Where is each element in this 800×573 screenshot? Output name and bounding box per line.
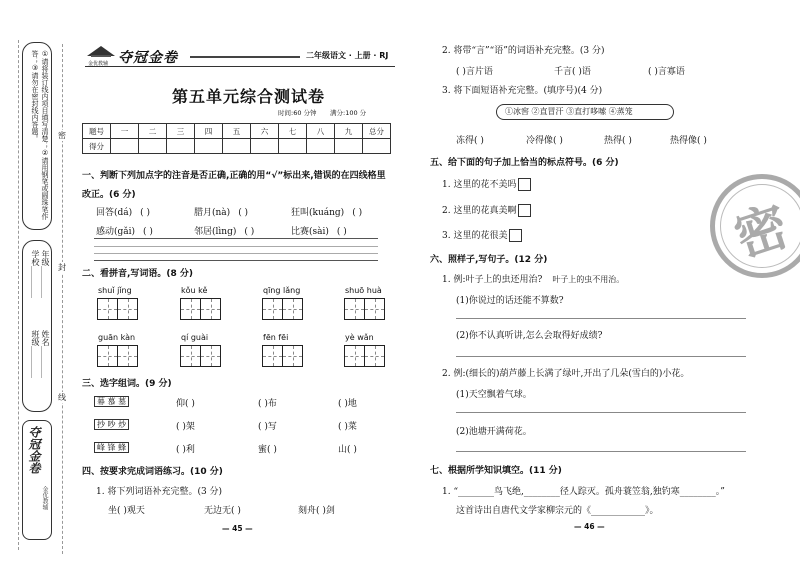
sec1-item: 狂叫(kuáng) ( ) (291, 208, 363, 218)
score-cell: 八 (307, 124, 335, 139)
page-number-left: — 45 — (222, 524, 253, 533)
score-cell: 一 (111, 124, 139, 139)
section-2-title: 二、看拼音,写词语。(8 分) (82, 269, 194, 279)
punct-box[interactable] (518, 178, 531, 191)
score-label: 满分:100 分 (330, 109, 367, 117)
sec1-item: 感动(gǎi) ( ) (96, 227, 153, 237)
stamp-text: 密 (727, 195, 796, 270)
phrase-blank[interactable]: 冻得( ) (456, 136, 484, 146)
sec4-q1: 1. 将下列词语补充完整。(3 分) (96, 487, 223, 497)
options-box (496, 104, 674, 120)
time-label: 时间:60 分钟 (278, 109, 317, 117)
idiom-blank[interactable]: 无边无( ) (204, 506, 241, 516)
binding-dash-line (18, 40, 21, 550)
score-cell: 二 (139, 124, 167, 139)
pinyin-label: shuō huà (345, 286, 382, 295)
seal-char-mi: 密 (58, 131, 66, 140)
score-cell: 三 (167, 124, 195, 139)
page-number-right: — 46 — (574, 522, 605, 531)
score-table (82, 123, 391, 154)
answer-line[interactable] (456, 412, 746, 413)
pinyin-label: shuǐ jǐng (98, 286, 132, 295)
writing-grid[interactable] (97, 345, 137, 367)
compose-blank[interactable]: ( )写 (258, 422, 277, 432)
punct-item: 1. 这里的花不美吗 (442, 177, 531, 191)
subject-label: 二年级语文 · 上册 · RJ (306, 51, 389, 60)
score-input[interactable] (195, 139, 223, 154)
sec6-q1: (1)你说过的话还能不算数? (456, 296, 564, 306)
writing-grid[interactable] (344, 345, 384, 367)
score-cell: 得分 (83, 139, 111, 154)
char-group: 抄 吵 炒 (94, 419, 129, 430)
score-table-header (83, 124, 391, 139)
score-input[interactable] (139, 139, 167, 154)
options-text: ①冰窖 ②直冒汗 ③直打哆嗦 ④蒸笼 (505, 107, 633, 116)
header-rule (190, 56, 300, 58)
pinyin-label: qí guài (181, 333, 209, 342)
writing-grid[interactable] (180, 298, 220, 320)
sec1-item: 回答(dá) ( ) (96, 208, 151, 218)
grade-label: 年级＿＿＿＿ (41, 250, 50, 298)
phrase-blank[interactable]: 冷得像( ) (526, 136, 563, 146)
writing-grid[interactable] (262, 298, 302, 320)
section-3-title: 三、选字组词。(9 分) (82, 379, 172, 389)
pinyin-label: qīng lǎng (263, 286, 301, 295)
sec6-example1: 1. 例:叶子上的虫还用治? 叶子上的虫不用治。 (442, 275, 625, 285)
four-line-grid[interactable] (94, 238, 378, 261)
section-7-title: 七、根据所学知识填空。(11 分) (430, 466, 562, 476)
compose-blank[interactable]: ( )利 (176, 445, 195, 455)
sec1-item: 邻居(lìng) ( ) (194, 227, 255, 237)
compose-blank[interactable]: ( )架 (176, 422, 195, 432)
phrase-blank[interactable]: 热得( ) (604, 136, 632, 146)
secret-stamp (704, 168, 800, 288)
writing-grid[interactable] (262, 345, 302, 367)
yan-blank[interactable]: ( )言片语 (456, 67, 493, 77)
answer-line[interactable] (456, 356, 746, 357)
compose-blank[interactable]: ( )菜 (338, 422, 357, 432)
idiom-blank[interactable]: 坐( )观天 (108, 506, 145, 516)
punct-item: 2. 这里的花真美啊 (442, 203, 531, 217)
score-input[interactable] (279, 139, 307, 154)
compose-blank[interactable]: ( )地 (338, 399, 357, 409)
brand-title: 夺冠金卷 (118, 50, 178, 66)
score-cell: 题号 (83, 124, 111, 139)
publisher-vertical: 金优教辅 (41, 486, 48, 510)
punct-item: 3. 这里的花很美 (442, 228, 522, 242)
phrase-blank[interactable]: 热得像( ) (670, 136, 707, 146)
compose-blank[interactable]: ( )布 (258, 399, 277, 409)
score-cell: 五 (223, 124, 251, 139)
idiom-blank[interactable]: 刻舟( )剑 (298, 506, 335, 516)
class-label: 班级＿＿＿＿ (31, 330, 40, 378)
score-cell: 九 (335, 124, 363, 139)
brand-vertical: 夺冠金卷 (27, 426, 41, 474)
section-5-title: 五、给下面的句子加上恰当的标点符号。(6 分) (430, 158, 619, 168)
score-input[interactable] (307, 139, 335, 154)
writing-grid[interactable] (344, 298, 384, 320)
binding-notes: ①请将装订线内项目填写清楚；②请用钢笔或圆珠笔作答；③请勿在密封线内答题。 (31, 50, 49, 220)
sec6-q3: (1)天空飘着气球。 (456, 390, 532, 400)
seal-char-feng: 封 (58, 263, 66, 272)
section-1-title: 一、判断下列加点字的注音是否正确,正确的用“√”标出来,错误的在四线格里改正。(6 分) (82, 171, 386, 200)
sec1-item: 比赛(sài) ( ) (291, 227, 347, 237)
seal-char-xian: 线 (58, 393, 66, 402)
writing-grid[interactable] (97, 298, 137, 320)
score-cell: 六 (251, 124, 279, 139)
compose-blank[interactable]: 山( ) (338, 445, 357, 455)
char-group: 峰 锋 蜂 (94, 442, 129, 453)
pinyin-label: yè wǎn (345, 333, 374, 342)
punct-box[interactable] (509, 229, 522, 242)
score-input[interactable] (223, 139, 251, 154)
section-4-title: 四、按要求完成词语练习。(10 分) (82, 467, 223, 477)
score-cell: 四 (195, 124, 223, 139)
publisher-name: 金优教辅 (88, 61, 109, 67)
compose-blank[interactable]: 蜜( ) (258, 445, 277, 455)
sec6-q4: (2)池塘开满荷花。 (456, 427, 532, 437)
score-input[interactable] (111, 139, 139, 154)
score-input[interactable] (251, 139, 279, 154)
pinyin-label: fēn fēi (263, 333, 289, 342)
score-input[interactable] (167, 139, 195, 154)
page-title: 第五单元综合测试卷 (172, 87, 326, 106)
answer-line[interactable] (456, 451, 746, 452)
pinyin-label: guān kàn (98, 333, 136, 342)
yan-blank[interactable]: ( )言寡语 (648, 67, 685, 77)
answer-line[interactable] (456, 318, 746, 319)
name-label: 姓名＿＿＿＿ (41, 330, 50, 378)
seal-line (62, 44, 63, 554)
sec7-q1b[interactable]: 这首诗出自唐代文学家柳宗元的《____________》。 (456, 506, 659, 516)
compose-blank[interactable]: 仰( ) (176, 399, 195, 409)
score-table-row (83, 139, 391, 154)
sec6-example2: 2. 例:(细长的)葫芦藤上长满了绿叶,开出了几朵(雪白的)小花。 (442, 369, 690, 379)
score-input[interactable] (363, 139, 391, 154)
score-cell: 总分 (363, 124, 391, 139)
score-cell: 七 (279, 124, 307, 139)
writing-grid[interactable] (180, 345, 220, 367)
sec4-q2: 2. 将带“言”“语”的词语补充完整。(3 分) (442, 46, 605, 56)
sec7-q1[interactable]: 1. “________鸟飞绝,________径人踪灭。孤舟蓑笠翁,独钓寒________。” (442, 487, 725, 497)
sec4-q3: 3. 将下面短语补充完整。(填序号)(4 分) (442, 86, 603, 96)
yan-blank[interactable]: 千言( )语 (554, 67, 591, 77)
pinyin-label: kǒu kě (181, 286, 208, 295)
char-group: 幕 慕 墓 (94, 396, 129, 407)
school-label: 学校＿＿＿＿ (31, 250, 40, 298)
sec1-item: 腊月(nà) ( ) (194, 208, 249, 218)
section-6-title: 六、照样子,写句子。(12 分) (430, 255, 548, 265)
score-input[interactable] (335, 139, 363, 154)
header-underline (85, 66, 395, 67)
sec6-q2: (2)你不认真听讲,怎么会取得好成绩? (456, 331, 603, 341)
punct-box[interactable] (518, 204, 531, 217)
